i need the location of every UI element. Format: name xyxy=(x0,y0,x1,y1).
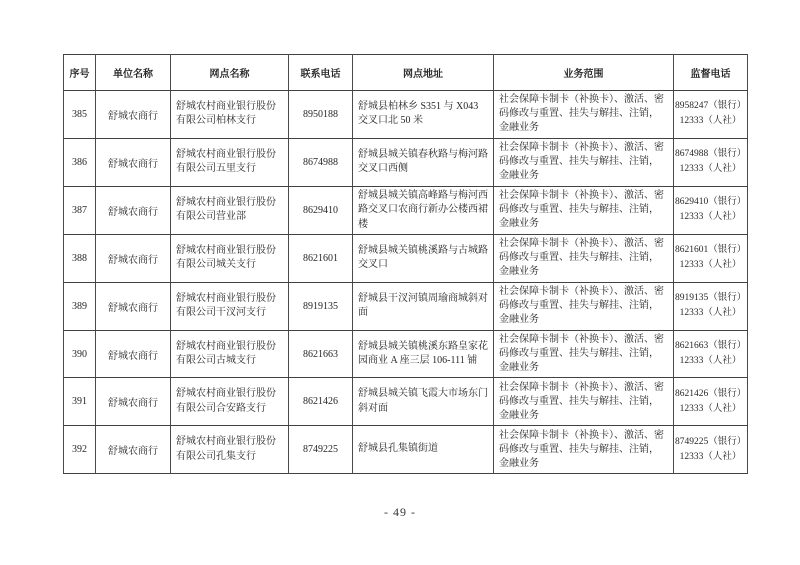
cell-branch-name: 舒城农村商业银行股份有限公司孔集支行 xyxy=(171,426,289,474)
cell-supervision-phone xyxy=(674,235,748,283)
column-header-serial: 序号 xyxy=(64,55,96,91)
cell-serial-number: 388 xyxy=(64,235,96,283)
cell-contact-phone: 8749225 xyxy=(289,426,353,474)
cell-contact-phone: 8674988 xyxy=(289,138,353,186)
cell-serial-number: 389 xyxy=(64,282,96,330)
cell-contact-phone: 8629410 xyxy=(289,186,353,235)
supervision-social-line: 12333（人社） xyxy=(679,308,742,319)
cell-address: 舒城县城关镇桃溪路与古城路交叉口 xyxy=(353,235,494,283)
cell-supervision-phone xyxy=(674,378,748,426)
supervision-social-line: 12333（人社） xyxy=(679,260,742,271)
cell-contact-phone: 8621663 xyxy=(289,330,353,378)
cell-business-scope: 社会保障卡制卡（补换卡）、激活、密码修改与重置、挂失与解挂、注销，金融业务 xyxy=(494,282,674,330)
cell-address: 舒城县城关镇飞霞大市场东门斜对面 xyxy=(353,378,494,426)
cell-business-scope: 社会保障卡制卡（补换卡）、激活、密码修改与重置、挂失与解挂、注销，金融业务 xyxy=(494,91,674,139)
cell-serial-number: 392 xyxy=(64,426,96,474)
cell-business-scope: 社会保障卡制卡（补换卡）、激活、密码修改与重置、挂失与解挂、注销，金融业务 xyxy=(494,426,674,474)
table-row xyxy=(64,426,748,474)
supervision-bank-line: 8674988（银行） xyxy=(675,149,747,160)
bank-branches-table xyxy=(63,54,748,474)
cell-address: 舒城县城关镇桃溪东路皇家花园商业 A 座三层 106-111 铺 xyxy=(353,330,494,378)
page-number: - 49 - xyxy=(384,505,416,519)
cell-serial-number: 386 xyxy=(64,138,96,186)
supervision-bank-line: 8958247（银行） xyxy=(675,101,747,112)
cell-serial-number: 387 xyxy=(64,186,96,235)
cell-branch-name: 舒城农村商业银行股份有限公司柏林支行 xyxy=(171,91,289,139)
cell-unit-name: 舒城农商行 xyxy=(96,426,171,474)
cell-branch-name: 舒城农村商业银行股份有限公司五里支行 xyxy=(171,138,289,186)
column-header-business-scope: 业务范围 xyxy=(494,55,674,91)
cell-address: 舒城县城关镇高峰路与梅河西路交叉口农商行新办公楼西裙楼 xyxy=(353,186,494,235)
table-row xyxy=(64,378,748,426)
column-header-unit-name: 单位名称 xyxy=(96,55,171,91)
supervision-bank-line: 8621426（银行） xyxy=(675,388,747,399)
cell-supervision-phone xyxy=(674,138,748,186)
cell-contact-phone: 8919135 xyxy=(289,282,353,330)
table-row xyxy=(64,330,748,378)
cell-unit-name: 舒城农商行 xyxy=(96,282,171,330)
cell-serial-number: 390 xyxy=(64,330,96,378)
cell-contact-phone: 8950188 xyxy=(289,91,353,139)
supervision-bank-line: 8919135（银行） xyxy=(675,293,747,304)
cell-supervision-phone xyxy=(674,186,748,235)
table-row xyxy=(64,235,748,283)
cell-contact-phone: 8621426 xyxy=(289,378,353,426)
cell-unit-name: 舒城农商行 xyxy=(96,330,171,378)
supervision-bank-line: 8749225（银行） xyxy=(675,436,747,447)
cell-business-scope: 社会保障卡制卡（补换卡）、激活、密码修改与重置、挂失与解挂、注销，金融业务 xyxy=(494,330,674,378)
cell-supervision-phone xyxy=(674,282,748,330)
cell-branch-name: 舒城农村商业银行股份有限公司古城支行 xyxy=(171,330,289,378)
supervision-social-line: 12333（人社） xyxy=(679,164,742,175)
supervision-social-line: 12333（人社） xyxy=(679,356,742,367)
cell-branch-name: 舒城农村商业银行股份有限公司营业部 xyxy=(171,186,289,235)
cell-unit-name: 舒城农商行 xyxy=(96,91,171,139)
cell-unit-name: 舒城农商行 xyxy=(96,378,171,426)
cell-supervision-phone xyxy=(674,426,748,474)
table-header-row xyxy=(64,55,748,91)
cell-business-scope: 社会保障卡制卡（补换卡）、激活、密码修改与重置、挂失与解挂、注销，金融业务 xyxy=(494,138,674,186)
cell-unit-name: 舒城农商行 xyxy=(96,186,171,235)
cell-branch-name: 舒城农村商业银行股份有限公司城关支行 xyxy=(171,235,289,283)
cell-serial-number: 385 xyxy=(64,91,96,139)
column-header-supervision-phone: 监督电话 xyxy=(674,55,748,91)
cell-address: 舒城县城关镇春秋路与梅河路交叉口西侧 xyxy=(353,138,494,186)
column-header-address: 网点地址 xyxy=(353,55,494,91)
cell-business-scope: 社会保障卡制卡（补换卡）、激活、密码修改与重置、挂失与解挂、注销，金融业务 xyxy=(494,378,674,426)
cell-supervision-phone xyxy=(674,91,748,139)
supervision-social-line: 12333（人社） xyxy=(679,212,742,223)
cell-address: 舒城县孔集镇街道 xyxy=(353,426,494,474)
cell-unit-name: 舒城农商行 xyxy=(96,235,171,283)
table-row xyxy=(64,91,748,139)
supervision-social-line: 12333（人社） xyxy=(679,451,742,462)
supervision-bank-line: 8621601（银行） xyxy=(675,245,747,256)
supervision-bank-line: 8621663（银行） xyxy=(675,341,747,352)
column-header-contact-phone: 联系电话 xyxy=(289,55,353,91)
supervision-social-line: 12333（人社） xyxy=(679,116,742,127)
table-row xyxy=(64,138,748,186)
cell-business-scope: 社会保障卡制卡（补换卡）、激活、密码修改与重置、挂失与解挂、注销，金融业务 xyxy=(494,186,674,235)
supervision-bank-line: 8629410（银行） xyxy=(675,197,747,208)
cell-contact-phone: 8621601 xyxy=(289,235,353,283)
table-row xyxy=(64,186,748,235)
table-row xyxy=(64,282,748,330)
supervision-social-line: 12333（人社） xyxy=(679,403,742,414)
cell-supervision-phone xyxy=(674,330,748,378)
cell-address: 舒城县干汊河镇周瑜商城斜对面 xyxy=(353,282,494,330)
cell-unit-name: 舒城农商行 xyxy=(96,138,171,186)
cell-branch-name: 舒城农村商业银行股份有限公司干汊河支行 xyxy=(171,282,289,330)
column-header-branch-name: 网点名称 xyxy=(171,55,289,91)
cell-serial-number: 391 xyxy=(64,378,96,426)
cell-address: 舒城县柏林乡 S351 与 X043 交叉口北 50 米 xyxy=(353,91,494,139)
cell-branch-name: 舒城农村商业银行股份有限公司合安路支行 xyxy=(171,378,289,426)
cell-business-scope: 社会保障卡制卡（补换卡）、激活、密码修改与重置、挂失与解挂、注销，金融业务 xyxy=(494,235,674,283)
